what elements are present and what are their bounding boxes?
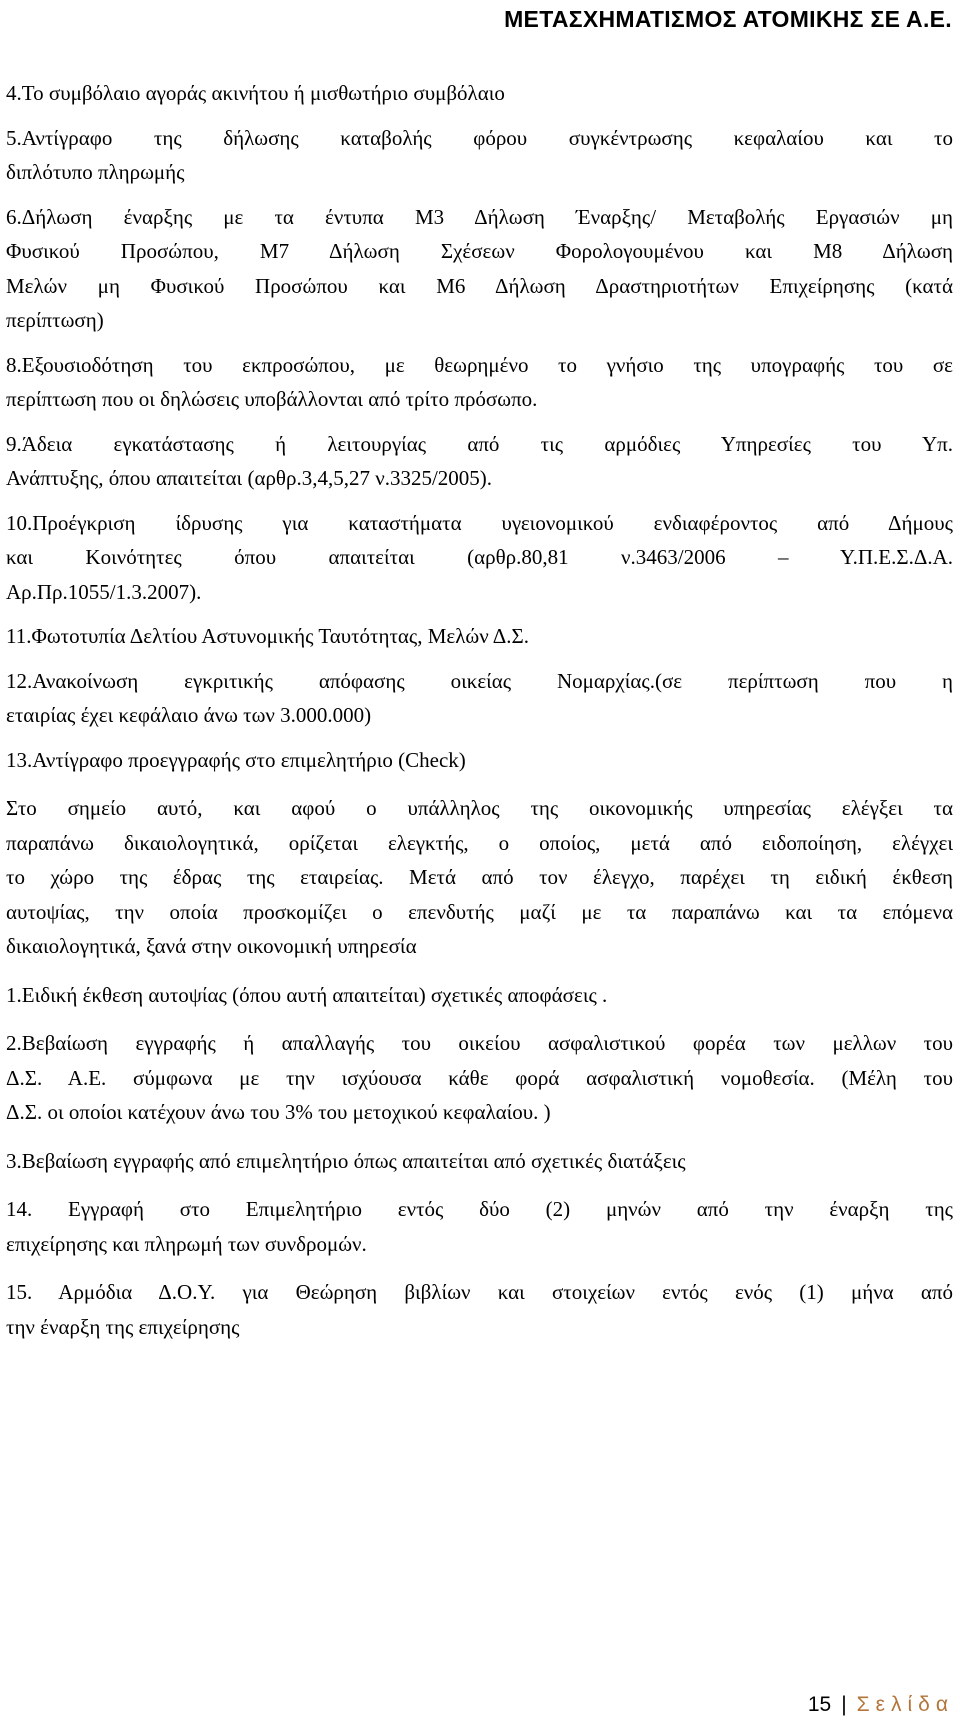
text-line: 11.Φωτοτυπία Δελτίου Αστυνομικής Ταυτότητας, Μελών Δ.Σ. — [6, 624, 530, 648]
text-line: διπλότυπο πληρωμής — [6, 160, 185, 184]
body-paragraph — [6, 791, 953, 964]
text-line: Στο σημείο αυτό, και αφού ο υπάλληλος της οικονομικής υπηρεσίας ελέγξει τα — [6, 796, 953, 820]
list-item-15 — [6, 1275, 953, 1344]
text-line: Ανάπτυξης, όπου απαιτείται (αρθρ.3,4,5,27 ν.3325/2005). — [6, 466, 493, 490]
list-item-5 — [6, 121, 953, 190]
text-line: 13.Αντίγραφο προεγγραφής στο επιμελητήριο (Check) — [6, 747, 466, 772]
text-line: Αρ.Πρ.1055/1.3.2007). — [6, 579, 202, 604]
list-item-6 — [6, 200, 953, 338]
text-line: Φυσικού Προσώπου, Μ7 Δήλωση Σχέσεων Φορολογουμένου και Μ8 Δήλωση — [6, 239, 953, 263]
list-item-10 — [6, 506, 953, 610]
text-line: την έναρξη της επιχείρησης — [6, 1314, 240, 1339]
text-line: 14. Εγγραφή στο Επιμελητήριο εντός δύο (2) μηνών από την έναρξη της — [6, 1197, 953, 1221]
text-line: 3.Βεβαίωση εγγραφής από επιμελητήριο όπως απαιτείται από σχετικές διατάξεις — [6, 1148, 686, 1173]
text-line: 15. Αρμόδια Δ.Ο.Υ. για Θεώρηση βιβλίων και στοιχείων εντός ενός (1) μήνα από — [6, 1280, 953, 1304]
text-line: επιχείρησης και πληρωμή των συνδρομών. — [6, 1231, 367, 1256]
text-line: 9.Άδεια εγκατάστασης ή λειτουργίας από τις αρμόδιες Υπηρεσίες του Υπ. — [6, 431, 953, 456]
text-line: παραπάνω δικαιολογητικά, ορίζεται ελεγκτής, ο οποίος, μετά από ειδοποίηση, ελέγχει — [6, 830, 953, 855]
page-footer — [808, 1693, 954, 1717]
text-line: 1.Ειδική έκθεση αυτοψίας (όπου αυτή απαιτείται) σχετικές αποφάσεις . — [6, 982, 608, 1007]
list-item-3 — [6, 1144, 953, 1179]
list-item-12 — [6, 664, 953, 733]
text-line: 4.Το συμβόλαιο αγοράς ακινήτου ή μισθωτήριο συμβόλαιο — [6, 81, 505, 105]
text-line: περίπτωση) — [6, 308, 104, 332]
document-body — [6, 76, 953, 1344]
text-line: 2.Βεβαίωση εγγραφής ή απαλλαγής του οικείου ασφαλιστικού φορέα των μελλων του — [6, 1031, 953, 1055]
text-line: το χώρο της έδρας της εταιρείας. Μετά από τον έλεγχο, παρέχει τη ειδική έκθεση — [6, 865, 953, 889]
list-item-4 — [6, 76, 953, 111]
text-line: 12.Ανακοίνωση εγκριτικής απόφασης οικείας Νομαρχίας.(σε περίπτωση που η — [6, 668, 953, 693]
list-item-2 — [6, 1026, 953, 1130]
text-line: και Κοινότητες όπου απαιτείται (αρθρ.80,81 ν.3463/2006 – Υ.Π.Ε.Σ.Δ.Α. — [6, 545, 953, 569]
list-item-1 — [6, 978, 953, 1013]
text-line: εταιρίας έχει κεφάλαιο άνω των 3.000.000) — [6, 703, 372, 727]
text-line: περίπτωση που οι δηλώσεις υποβάλλονται από τρίτο πρόσωπο. — [6, 387, 538, 411]
text-line: 6.Δήλωση έναρξης με τα έντυπα Μ3 Δήλωση Έναρξης/ Μεταβολής Εργασιών μη — [6, 204, 953, 229]
text-line: Δ.Σ. Α.Ε. σύμφωνα με την ισχύουσα κάθε φορά ασφαλιστική νομοθεσία. (Μέλη του — [6, 1065, 953, 1090]
text-line: 8.Εξουσιοδότηση του εκπροσώπου, με θεωρημένο το γνήσιο της υπογραφής του σε — [6, 352, 953, 377]
text-line: 5.Αντίγραφο της δήλωσης καταβολής φόρου συγκέντρωσης κεφαλαίου και το — [6, 125, 953, 150]
text-line: Δ.Σ. οι οποίοι κατέχουν άνω του 3% του μετοχικού κεφαλαίου. ) — [6, 1100, 551, 1124]
text-line: Μελών μη Φυσικού Προσώπου και Μ6 Δήλωση Δραστηριοτήτων Επιχείρησης (κατά — [6, 273, 953, 298]
footer-separator: | — [841, 1693, 847, 1716]
list-item-8 — [6, 348, 953, 417]
list-item-14 — [6, 1192, 953, 1261]
list-item-13 — [6, 743, 953, 778]
page-number: 15 — [807, 1693, 832, 1716]
page-header-title: ΜΕΤΑΣΧΗΜΑΤΙΣΜΟΣ ΑΤΟΜΙΚΗΣ ΣΕ Α.Ε. — [504, 6, 952, 32]
text-line: αυτοψίας, την οποία προσκομίζει ο επενδυτής μαζί με τα παραπάνω και τα επόμενα — [6, 899, 953, 924]
text-line: δικαιολογητικά, ξανά στην οικονομική υπηρεσία — [6, 934, 417, 958]
list-item-9 — [6, 427, 953, 496]
list-item-11 — [6, 619, 953, 654]
page-label: Σελίδα — [856, 1693, 954, 1716]
text-line: 10.Προέγκριση ίδρυσης για καταστήματα υγειονομικού ενδιαφέροντος από Δήμους — [6, 510, 953, 535]
